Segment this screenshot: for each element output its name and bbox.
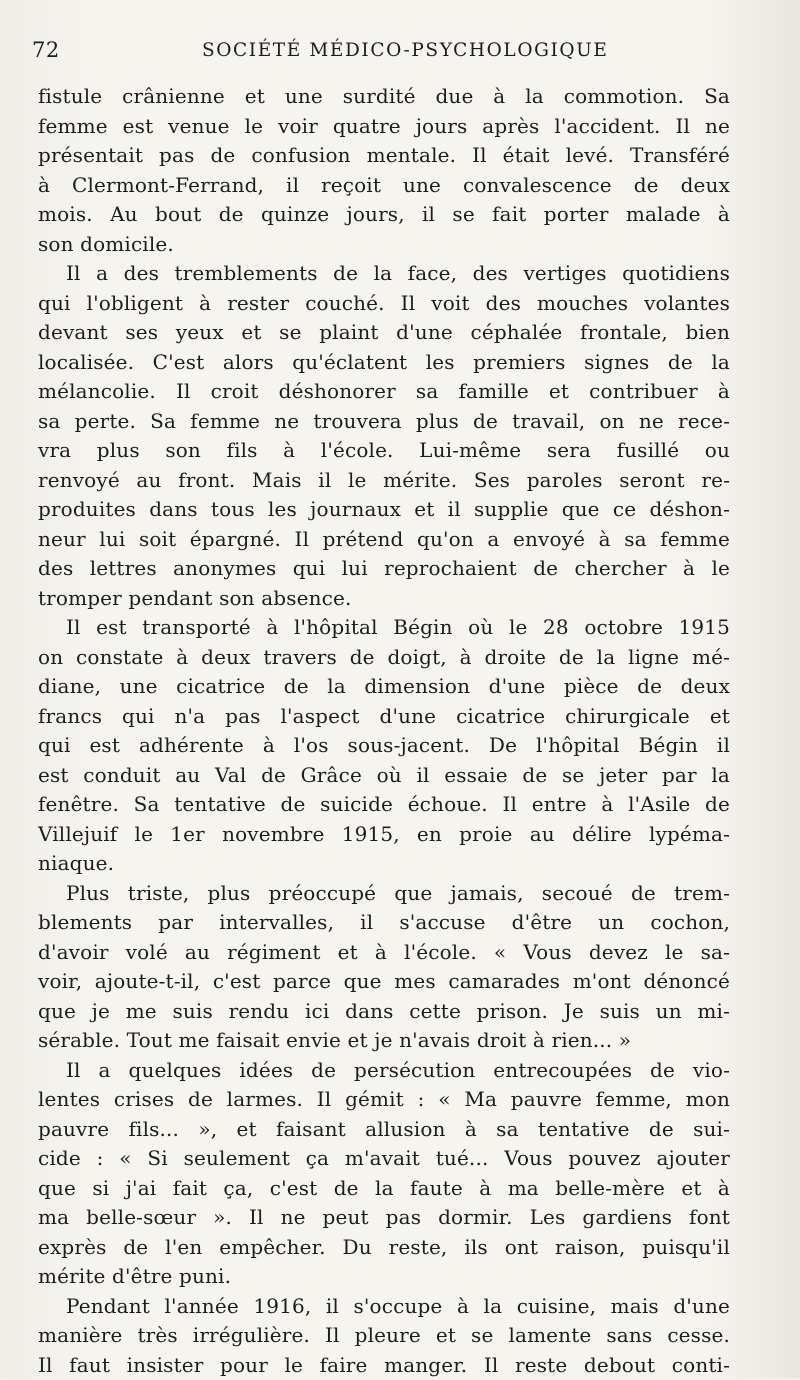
page-number: 72 bbox=[32, 38, 60, 62]
text-line: pauvre fils... », et faisant allusion à sa tentative de sui- bbox=[38, 1115, 730, 1145]
text-line: Villejuif le 1er novembre 1915, en proie au délire lypéma- bbox=[38, 820, 730, 850]
text-line: mélancolie. Il croit déshonorer sa famille et contribuer à bbox=[38, 377, 730, 407]
text-line: Il a des tremblements de la face, des vertiges quotidiens bbox=[38, 259, 730, 289]
text-line: d'avoir volé au régiment et à l'école. « Vous devez le sa- bbox=[38, 938, 730, 968]
text-line: exprès de l'en empêcher. Du reste, ils ont raison, puisqu'il bbox=[38, 1233, 730, 1263]
text-line: fistule crânienne et une surdité due à la commotion. Sa bbox=[38, 82, 730, 112]
text-line: on constate à deux travers de doigt, à droite de la ligne mé- bbox=[38, 643, 730, 673]
text-line: son domicile. bbox=[38, 230, 730, 260]
text-line: tromper pendant son absence. bbox=[38, 584, 730, 614]
text-line: blements par intervalles, il s'accuse d'être un cochon, bbox=[38, 908, 730, 938]
text-line: produites dans tous les journaux et il supplie que ce déshon- bbox=[38, 495, 730, 525]
text-line: localisée. C'est alors qu'éclatent les premiers signes de la bbox=[38, 348, 730, 378]
text-line: fenêtre. Sa tentative de suicide échoue. Il entre à l'Asile de bbox=[38, 790, 730, 820]
text-line: mois. Au bout de quinze jours, il se fait porter malade à bbox=[38, 200, 730, 230]
text-line: niaque. bbox=[38, 849, 730, 879]
text-line: mérite d'être puni. bbox=[38, 1262, 730, 1292]
text-line: devant ses yeux et se plaint d'une céphalée frontale, bien bbox=[38, 318, 730, 348]
text-line: francs qui n'a pas l'aspect d'une cicatrice chirurgicale et bbox=[38, 702, 730, 732]
text-line: Il faut insister pour le faire manger. Il reste debout conti- bbox=[38, 1351, 730, 1380]
text-line: manière très irrégulière. Il pleure et se lamente sans cesse. bbox=[38, 1321, 730, 1351]
text-line: que si j'ai fait ça, c'est de la faute à ma belle-mère et à bbox=[38, 1174, 730, 1204]
text-line: vra plus son fils à l'école. Lui-même sera fusillé ou bbox=[38, 436, 730, 466]
text-line: sa perte. Sa femme ne trouvera plus de travail, on ne rece- bbox=[38, 407, 730, 437]
text-line: est conduit au Val de Grâce où il essaie de se jeter par la bbox=[38, 761, 730, 791]
text-line: diane, une cicatrice de la dimension d'une pièce de deux bbox=[38, 672, 730, 702]
text-line: Il est transporté à l'hôpital Bégin où le 28 octobre 1915 bbox=[38, 613, 730, 643]
text-line: Il a quelques idées de persécution entrecoupées de vio- bbox=[38, 1056, 730, 1086]
text-line: ma belle-sœur ». Il ne peut pas dormir. Les gardiens font bbox=[38, 1203, 730, 1233]
text-line: femme est venue le voir quatre jours après l'accident. Il ne bbox=[38, 112, 730, 142]
text-line: présentait pas de confusion mentale. Il était levé. Transféré bbox=[38, 141, 730, 171]
text-line: voir, ajoute-t-il, c'est parce que mes camarades m'ont dénoncé bbox=[38, 967, 730, 997]
text-line: à Clermont-Ferrand, il reçoit une convalescence de deux bbox=[38, 171, 730, 201]
text-line: lentes crises de larmes. Il gémit : « Ma pauvre femme, mon bbox=[38, 1085, 730, 1115]
text-line: que je me suis rendu ici dans cette prison. Je suis un mi- bbox=[38, 997, 730, 1027]
text-line: des lettres anonymes qui lui reprochaient de chercher à le bbox=[38, 554, 730, 584]
text-line: renvoyé au front. Mais il le mérite. Ses paroles seront re- bbox=[38, 466, 730, 496]
text-line: sérable. Tout me faisait envie et je n'avais droit à rien... » bbox=[38, 1026, 730, 1056]
page-header bbox=[32, 38, 732, 68]
text-line: neur lui soit épargné. Il prétend qu'on a envoyé à sa femme bbox=[38, 525, 730, 555]
body-text bbox=[38, 82, 730, 1380]
text-line: cide : « Si seulement ça m'avait tué... Vous pouvez ajouter bbox=[38, 1144, 730, 1174]
running-head: SOCIÉTÉ MÉDICO-PSYCHOLOGIQUE bbox=[202, 40, 608, 61]
text-line: Pendant l'année 1916, il s'occupe à la cuisine, mais d'une bbox=[38, 1292, 730, 1322]
text-line: qui l'obligent à rester couché. Il voit des mouches volantes bbox=[38, 289, 730, 319]
text-line: qui est adhérente à l'os sous-jacent. De l'hôpital Bégin il bbox=[38, 731, 730, 761]
text-line: Plus triste, plus préoccupé que jamais, secoué de trem- bbox=[38, 879, 730, 909]
